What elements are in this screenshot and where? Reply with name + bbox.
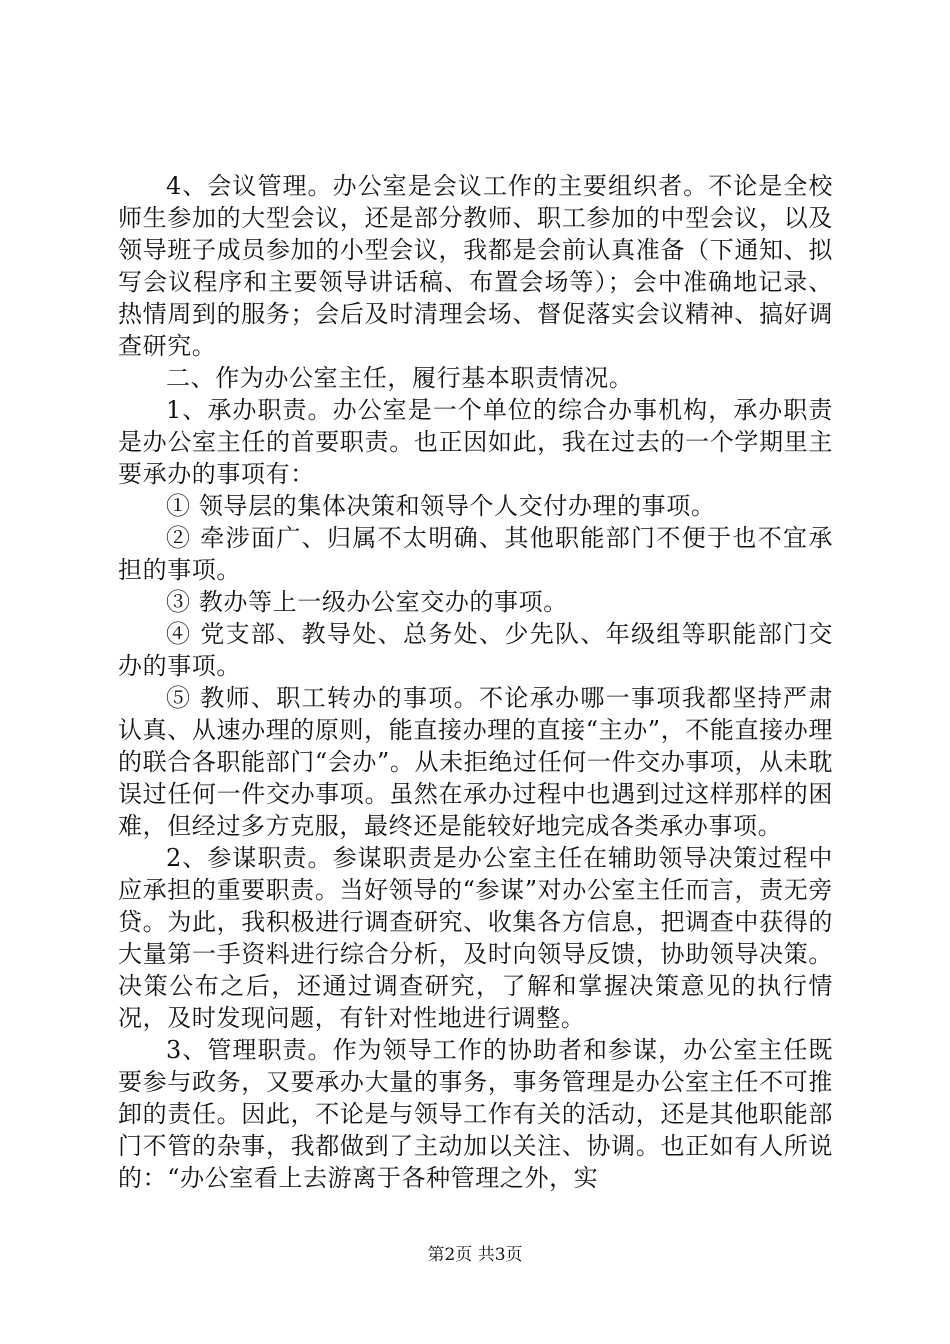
- section-heading-duties: 二、作为办公室主任，履行基本职责情况。: [166, 364, 634, 392]
- list-item-4: ④ 党支部、教导处、总务处、少先队、年级组等职能部门交办的事项。: [118, 620, 833, 680]
- paragraph-management-duty: 3、管理职责。作为领导工作的协助者和参谋，办公室主任既要参与政务，又要承办大量的事务，事务管理是办公室主任不可推卸的责任。因此，不论是与领导工作有关的活动，还是其他职能部门不管的杂事，我都做到了主动加以关注、协调。也正如有人所说的：“办公室看上去游离于各种管理之外，实: [118, 1036, 833, 1192]
- list-item-1: ① 领导层的集体决策和领导个人交付办理的事项。: [166, 492, 716, 520]
- paragraph-undertaking-duty: 1、承办职责。办公室是一个单位的综合办事机构，承办职责是办公室主任的首要职责。也正因如此，我在过去的一个学期里主要承办的事项有：: [118, 396, 833, 488]
- list-item-2: ② 牵涉面广、归属不太明确、其他职能部门不便于也不宜承担的事项。: [118, 524, 833, 584]
- paragraph-meeting-management: 4、会议管理。办公室是会议工作的主要组织者。不论是全校师生参加的大型会议，还是部分教师、职工参加的中型会议，以及领导班子成员参加的小型会议，我都是会前认真准备（下通知、拟写会议程序和主要领导讲话稿、布置会场等）；会中准确地记录、热情周到的服务；会后及时清理会场、督促落实会议精神、搞好调查研究。: [118, 172, 833, 360]
- body-text: [118, 170, 833, 1194]
- list-item-5: ⑤ 教师、职工转办的事项。不论承办哪一事项我都坚持严肃认真、从速办理的原则，能直接办理的直接“主办”，不能直接办理的联合各职能部门“会办”。从未拒绝过任何一件交办事项，从未耽误过任何一件交办事项。虽然在承办过程中也遇到过这样那样的困难，但经过多方克服，最终还是能较好地完成各类承办事项。: [118, 684, 833, 840]
- page-footer: 第2页 共3页: [427, 1245, 523, 1265]
- list-item-3: ③ 教办等上一级办公室交办的事项。: [166, 588, 568, 616]
- paragraph-advisory-duty: 2、参谋职责。参谋职责是办公室主任在辅助领导决策过程中应承担的重要职责。当好领导的“参谋”对办公室主任而言，责无旁贷。为此，我积极进行调查研究、收集各方信息，把调查中获得的大量第一手资料进行综合分析，及时向领导反馈，协助领导决策。决策公布之后，还通过调查研究，了解和掌握决策意见的执行情况，及时发现问题，有针对性地进行调整。: [118, 844, 833, 1032]
